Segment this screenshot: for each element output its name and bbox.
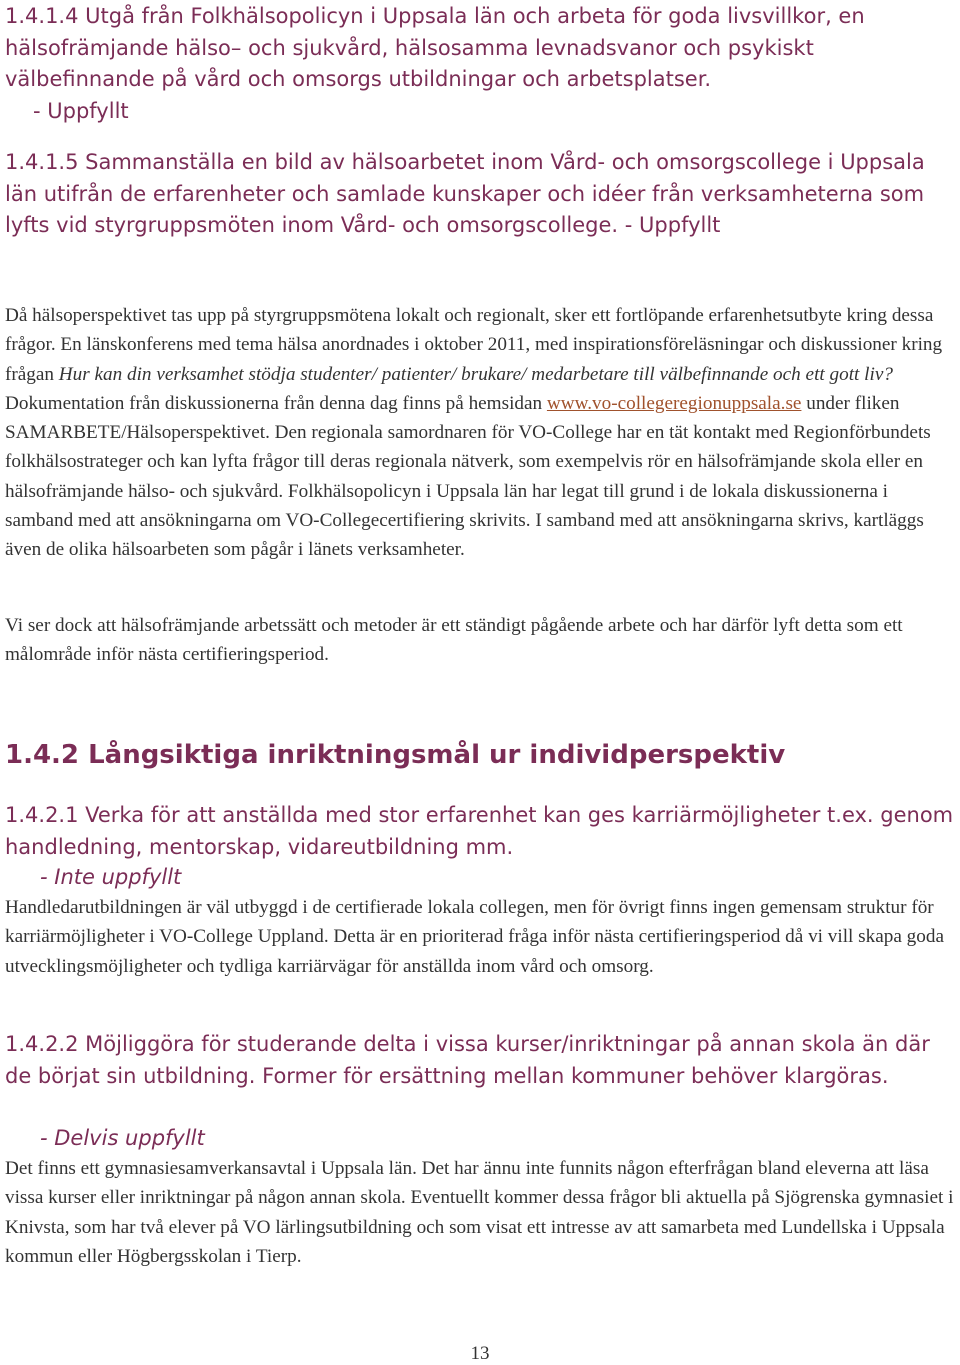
section-heading: 1.4.2 Långsiktiga inriktningsmål ur individperspektiv (5, 740, 786, 770)
paragraph-text: Dokumentation från diskussionerna från denna dag finns på hemsidan (5, 392, 547, 414)
goal-status: - Uppfyllt (624, 213, 721, 237)
body-paragraph (5, 301, 955, 565)
paragraph-text: Då hälsoperspektivet tas upp på styrgruppsmötena lokalt och regionalt, sker ett fortlöpande erfarenhetsutbyte kring dessa frågor. En länskonferens med tema hälsa anordnades i oktober 2011, med inspirationsföreläsningar och diskussioner kring frågan (5, 305, 943, 385)
body-paragraph: Det finns ett gymnasiesamverkansavtal i Uppsala län. Det har ännu inte funnits någon efterfrågan bland eleverna att läsa vissa kurser eller inriktningar på någon annan skola. Eventuellt kommer dessa frågor bli aktuella på Sjögrenska gymnasiet i Knivsta, som har två elever på VO lärlingsutbildning och som visat ett intresse av att samarbeta med Lundellska i Uppsala kommun eller Högbergsskolan i Tierp. (5, 1158, 954, 1267)
goal-1-4-1-5 (5, 147, 955, 242)
goal-status: - Inte uppfyllt (40, 865, 182, 889)
goal-1-4-2-2: 1.4.2.2 Möjliggöra för studerande delta i vissa kurser/inriktningar på annan skola än där de börjat sin utbildning. Former för ersättning mellan kommuner behöver klargöras. (5, 1032, 930, 1088)
goal-status: - Uppfyllt (33, 98, 129, 123)
goal-1-4-2-1: 1.4.2.1 Verka för att anställda med stor erfarenhet kan ges karriärmöjligheter t.ex. genom handledning, mentorskap, vidareutbildning mm. (5, 803, 954, 859)
goal-text: 1.4.1.5 Sammanställa en bild av hälsoarbetet inom Vård- och omsorgscollege i Uppsala län utifrån de erfarenheter och samlade kunskaper och idéer från verksamheterna som lyfts vid styrgruppsmöten inom Vård- och omsorgscollege. (5, 150, 925, 237)
goal-1-4-1-4 (5, 1, 955, 127)
paragraph-text: under fliken SAMARBETE/Hälsoperspektivet. Den regionala samordnaren för VO-College har en tät kontakt med Regionförbundets folkhälsostrateger och kan lyfta frågor till deras regionala nätverk, som exempelvis rör en hälsofrämjande skola eller en hälsofrämjande hälso- och sjukvård. Folkhälsopolicyn i Uppsala län har legat till grund i de lokala diskussionerna i samband med att ansökningarna om VO-Collegecertifiering skrivits. I samband med att ansökningarna skrivs, kartläggs även de olika hälsoarbeten som pågår i länets verksamheter. (5, 392, 931, 561)
goal-status: - Delvis uppfyllt (40, 1126, 205, 1150)
body-paragraph: Handledarutbildningen är väl utbyggd i de certifierade lokala collegen, men för övrigt finns ingen gemensam struktur för karriärmöjligheter i VO-College Uppland. Detta är en prioriterad fråga inför nästa certifieringsperiod då vi vill skapa goda utvecklingsmöjligheter och tydliga karriärvägar för anställda inom vård och omsorg. (5, 897, 944, 977)
website-link[interactable]: www.vo-collegeregionuppsala.se (546, 392, 802, 414)
italic-question: Hur kan din verksamhet stödja studenter/ patienter/ brukare/ medarbetare till välbefinnande och ett gott liv? (58, 363, 893, 385)
page-number: 13 (470, 1343, 490, 1364)
body-paragraph: Vi ser dock att hälsofrämjande arbetssätt och metoder är ett ständigt pågående arbete och har därför lyft detta som ett målområde inför nästa certifieringsperiod. (5, 615, 903, 666)
goal-text: 1.4.1.4 Utgå från Folkhälsopolicyn i Uppsala län och arbeta för goda livsvillkor, en hälsofrämjande hälso– och sjukvård, hälsosamma levnadsvanor och psykiskt välbefinnande på vård och omsorgs utbildningar och arbetsplatser. (5, 4, 865, 91)
